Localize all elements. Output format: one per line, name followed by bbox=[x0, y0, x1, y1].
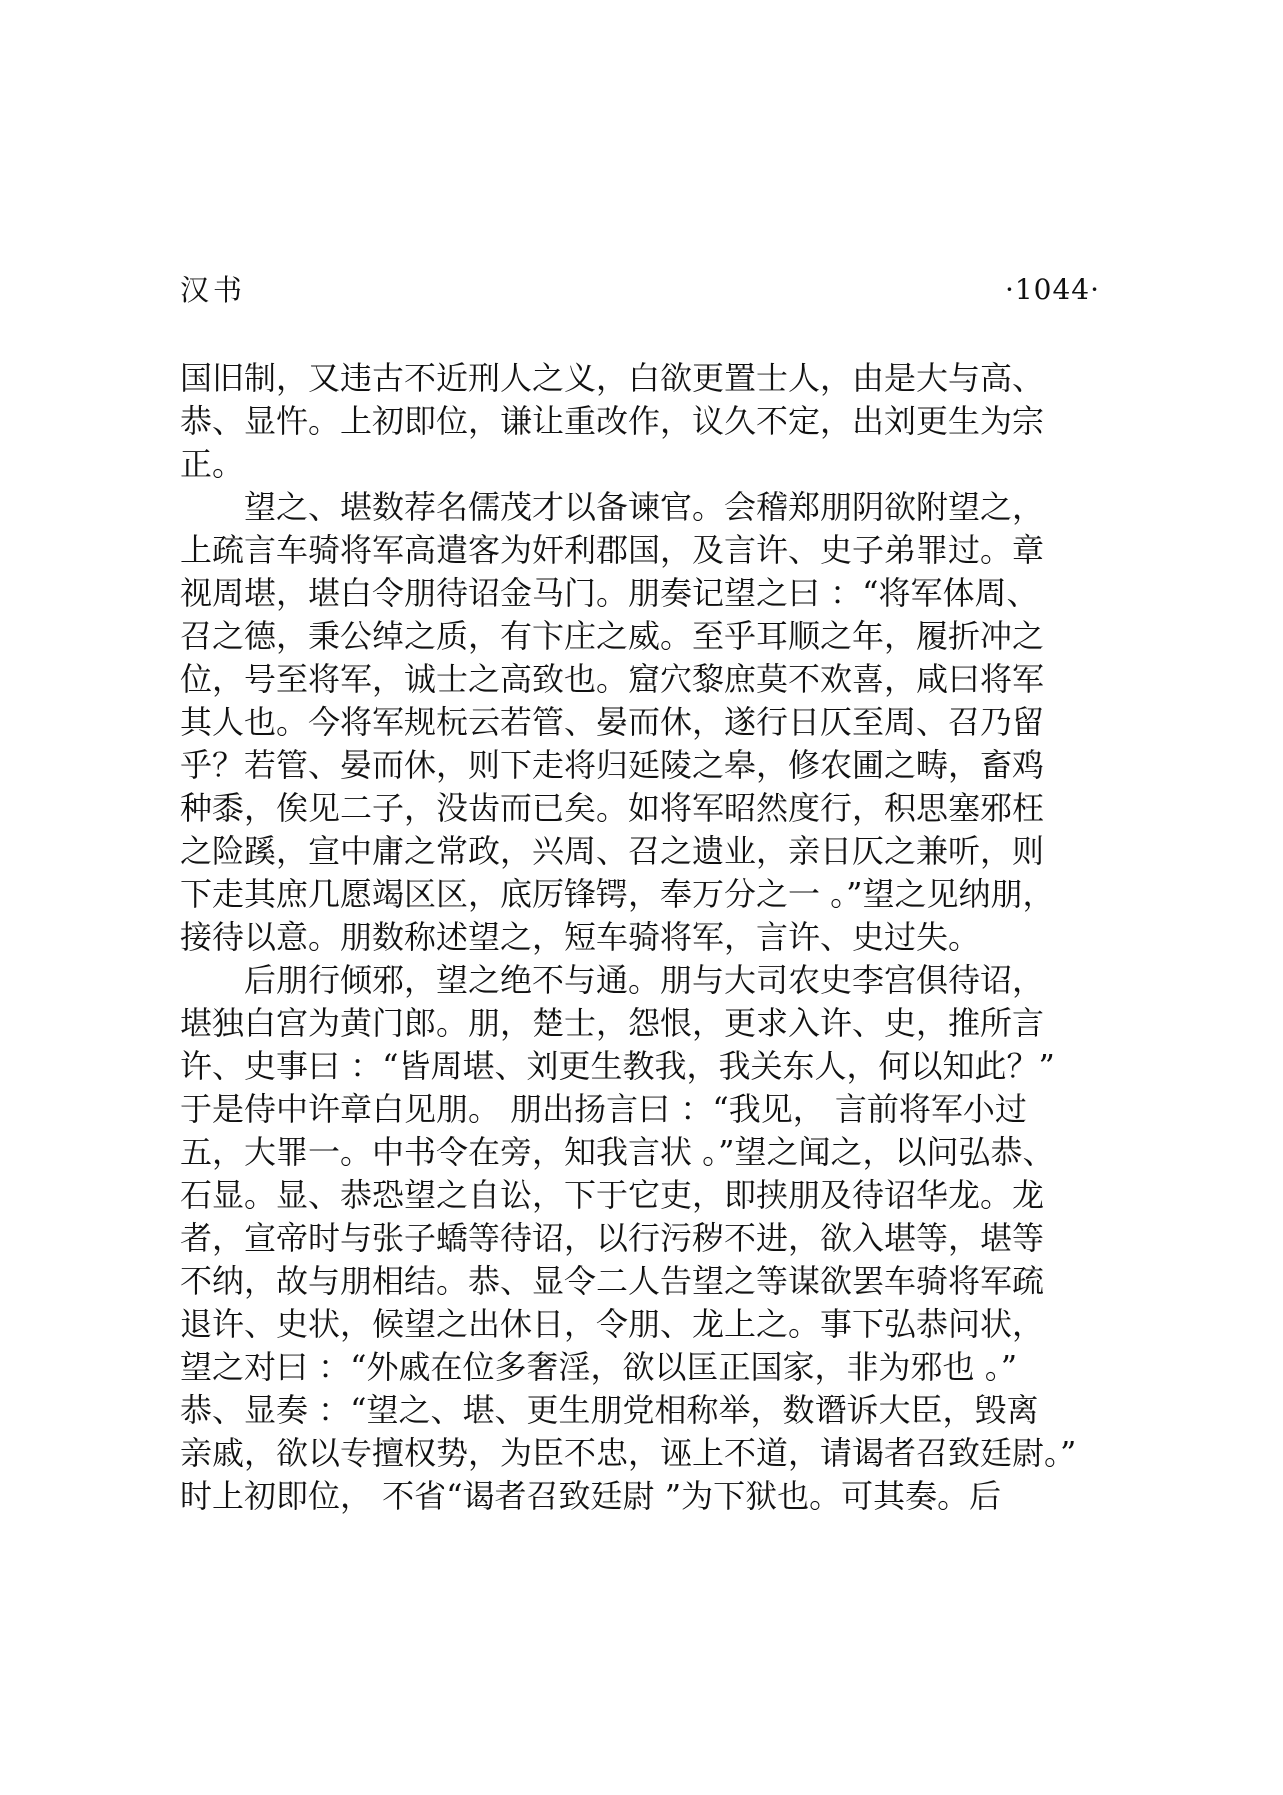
text-line: 其人也。今将军规杬云若管、晏而休，遂行日仄至周、召乃留 bbox=[180, 703, 1045, 741]
text-line: 位，号至将军，诚士之高致也。窟穴黎庶莫不欢喜，咸曰将军 bbox=[180, 660, 1045, 698]
text-line: 不纳，故与朋相结。恭、显令二人告望之等谋欲罢车骑将军疏 bbox=[180, 1262, 1045, 1300]
text-line: 接待以意。朋数称述望之，短车骑将军，言许、史过失。 bbox=[180, 918, 981, 956]
text-line: 视周堪，堪白令朋待诏金马门。朋奏记望之曰 ：“将军体周、 bbox=[180, 574, 1039, 612]
text-line: 下走其庶几愿竭区区，底厉锋锷，奉万分之一 。”望之见纳朋， bbox=[180, 875, 1055, 913]
text-line: 后朋行倾邪，望之绝不与通。朋与大司农史李宫俱待诏， bbox=[244, 961, 1045, 999]
text-line: 许、史事曰 ：“皆周堪、刘更生教我，我关东人，何以知此？” bbox=[180, 1047, 1055, 1085]
text-line: 上疏言车骑将军高遣客为奸利郡国，及言许、史子弟罪过。章 bbox=[180, 531, 1045, 569]
text-line: 召之德，秉公绰之质，有卞庄之威。至乎耳顺之年，履折冲之 bbox=[180, 617, 1045, 655]
text-line: 退许、史状，候望之出休日，令朋、龙上之。事下弘恭问状， bbox=[180, 1305, 1045, 1343]
text-line: 恭、显忤。上初即位，谦让重改作，议久不定，出刘更生为宗 bbox=[180, 402, 1045, 440]
text-line: 之险蹊，宣中庸之常政，兴周、召之遗业，亲日仄之兼听，则 bbox=[180, 832, 1045, 870]
text-line: 亲戚，欲以专擅权势，为臣不忠，诬上不道，请谒者召致廷尉。” bbox=[180, 1434, 1077, 1472]
text-line: 石显。显、恭恐望之自讼，下于它吏，即挟朋及待诏华龙。龙 bbox=[180, 1176, 1045, 1214]
text-line: 堪独白宫为黄门郎。朋，楚士，怨恨，更求入许、史，推所言 bbox=[180, 1004, 1045, 1042]
text-line: 乎？若管、晏而休，则下走将归延陵之皋，修农圃之畴，畜鸡 bbox=[180, 746, 1045, 784]
text-line: 恭、显奏 ：“望之、堪、更生朋党相称举，数谮诉大臣，毁离 bbox=[180, 1391, 1039, 1429]
text-line: 者，宣帝时与张子蟜等待诏，以行污秽不进，欲入堪等，堪等 bbox=[180, 1219, 1045, 1257]
text-line: 望之对曰 ：“外戚在位多奢淫，欲以匡正国家，非为邪也 。” bbox=[180, 1348, 1018, 1386]
text-line: 五，大罪一。中书令在旁，知我言状 。”望之闻之，以问弘恭、 bbox=[180, 1133, 1055, 1171]
page-number: ·1044· bbox=[1004, 273, 1100, 306]
page-header bbox=[180, 268, 1100, 312]
text-line: 时上初即位， 不省“谒者召致廷尉 ”为下狱也。可其奏。后 bbox=[180, 1477, 1002, 1515]
text-line: 种黍，俟见二子，没齿而已矣。如将军昭然度行，积思塞邪枉 bbox=[180, 789, 1045, 827]
book-title: 汉书 bbox=[180, 273, 247, 307]
text-line: 于是侍中许章白见朋。 朋出扬言曰 ：“我见， 言前将军小过 bbox=[180, 1090, 1027, 1128]
text-line: 正。 bbox=[180, 445, 245, 483]
text-line: 望之、堪数荐名儒茂才以备谏官。会稽郑朋阴欲附望之， bbox=[244, 488, 1045, 526]
text-line: 国旧制，又违古不近刑人之义，白欲更置士人，由是大与高、 bbox=[180, 359, 1045, 397]
body-text bbox=[180, 357, 1100, 1518]
